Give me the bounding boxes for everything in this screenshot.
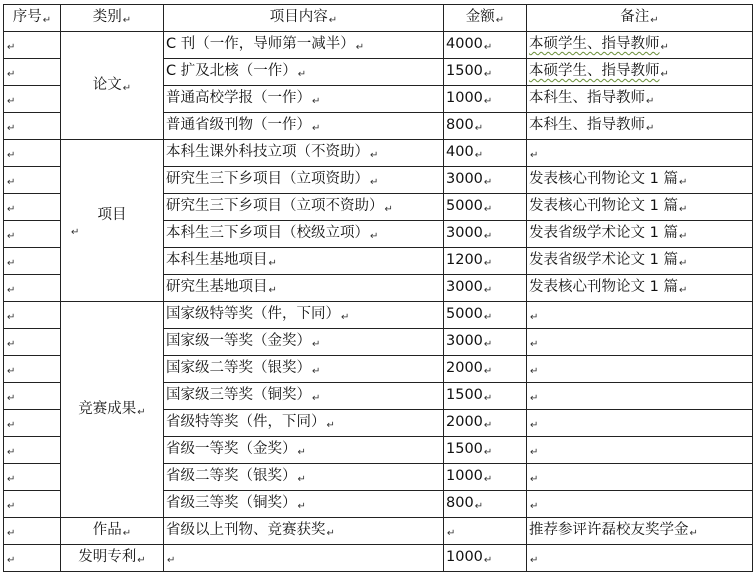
seq-cell: ↵ [4, 302, 61, 329]
note-cell: 本硕学生、指导教师↵ [527, 59, 753, 86]
note-cell: 发表省级学术论文 1 篇↵ [527, 248, 753, 275]
seq-cell: ↵ [4, 167, 61, 194]
item-cell: 省级三等奖（铜奖）↵ [164, 491, 444, 518]
note-cell: ↵ [527, 410, 753, 437]
item-cell: 国家级二等奖（银奖）↵ [164, 356, 444, 383]
table-header-row [4, 5, 753, 32]
seq-cell: ↵ [4, 32, 61, 59]
amount-cell: 1500↵ [444, 383, 527, 410]
seq-cell: ↵ [4, 275, 61, 302]
seq-cell: ↵ [4, 59, 61, 86]
item-cell: ↵ [164, 545, 444, 572]
note-cell: ↵ [527, 383, 753, 410]
amount-cell: 4000↵ [444, 32, 527, 59]
item-cell: 本科生基地项目↵ [164, 248, 444, 275]
note-cell: ↵ [527, 464, 753, 491]
note-cell: ↵ [527, 491, 753, 518]
amount-cell: 1000↵ [444, 464, 527, 491]
amount-cell: 3000↵ [444, 167, 527, 194]
table-row [4, 545, 753, 572]
amount-cell: 2000↵ [444, 356, 527, 383]
table-row [4, 518, 753, 545]
seq-cell: ↵ [4, 329, 61, 356]
amount-cell: 1500↵ [444, 437, 527, 464]
item-cell: 研究生三下乡项目（立项资助）↵ [164, 167, 444, 194]
note-cell: ↵ [527, 140, 753, 167]
amount-cell: 5000↵ [444, 302, 527, 329]
seq-cell: ↵ [4, 410, 61, 437]
amount-cell: 3000↵ [444, 275, 527, 302]
award-standard-table [3, 4, 753, 572]
table-row [4, 140, 753, 167]
table-row [4, 32, 753, 59]
amount-cell: 3000↵ [444, 221, 527, 248]
seq-cell: ↵ [4, 248, 61, 275]
item-cell: 普通高校学报（一作）↵ [164, 86, 444, 113]
header-amount: 金额↵ [444, 5, 527, 32]
item-cell: 国家级一等奖（金奖）↵ [164, 329, 444, 356]
seq-cell: ↵ [4, 437, 61, 464]
note-cell: 本科生、指导教师↵ [527, 113, 753, 140]
note-cell: ↵ [527, 302, 753, 329]
note-cell: ↵ [527, 356, 753, 383]
item-cell: 省级以上刊物、竞赛获奖↵ [164, 518, 444, 545]
note-cell: 发表核心刊物论文 1 篇↵ [527, 275, 753, 302]
seq-cell: ↵ [4, 113, 61, 140]
amount-cell: 2000↵ [444, 410, 527, 437]
note-cell: 发表核心刊物论文 1 篇↵ [527, 167, 753, 194]
header-content: 项目内容↵ [164, 5, 444, 32]
item-cell: 研究生三下乡项目（立项不资助）↵ [164, 194, 444, 221]
seq-cell: ↵ [4, 518, 61, 545]
item-cell: 普通省级刊物（一作）↵ [164, 113, 444, 140]
item-cell: C 扩及北核（一作）↵ [164, 59, 444, 86]
item-cell: 本科生三下乡项目（校级立项）↵ [164, 221, 444, 248]
note-cell: 本硕学生、指导教师↵ [527, 32, 753, 59]
seq-cell: ↵ [4, 356, 61, 383]
seq-cell: ↵ [4, 383, 61, 410]
seq-cell: ↵ [4, 545, 61, 572]
note-cell: ↵ [527, 437, 753, 464]
note-cell: ↵ [527, 329, 753, 356]
seq-cell: ↵ [4, 464, 61, 491]
item-cell: C 刊（一作，导师第一减半）↵ [164, 32, 444, 59]
amount-cell: ↵ [444, 518, 527, 545]
amount-cell: 800↵ [444, 491, 527, 518]
item-cell: 国家级三等奖（铜奖）↵ [164, 383, 444, 410]
item-cell: 省级特等奖（件，下同）↵ [164, 410, 444, 437]
header-seq: 序号↵ [4, 5, 61, 32]
note-cell: ↵ [527, 545, 753, 572]
category-paper: 论文↵ [61, 32, 164, 140]
seq-cell: ↵ [4, 194, 61, 221]
note-cell: 推荐参评许磊校友奖学金↵ [527, 518, 753, 545]
item-cell: 国家级特等奖（件，下同）↵ [164, 302, 444, 329]
amount-cell: 800↵ [444, 113, 527, 140]
amount-cell: 5000↵ [444, 194, 527, 221]
category-patent: 发明专利↵ [61, 545, 164, 572]
item-cell: 本科生课外科技立项（不资助）↵ [164, 140, 444, 167]
item-cell: 省级一等奖（金奖）↵ [164, 437, 444, 464]
category-competition: 竞赛成果↵ [61, 302, 164, 518]
item-cell: 研究生基地项目↵ [164, 275, 444, 302]
note-cell: 本科生、指导教师↵ [527, 86, 753, 113]
seq-cell: ↵ [4, 221, 61, 248]
seq-cell: ↵ [4, 86, 61, 113]
header-category: 类别↵ [61, 5, 164, 32]
amount-cell: 1000↵ [444, 86, 527, 113]
note-cell: 发表省级学术论文 1 篇↵ [527, 221, 753, 248]
item-cell: 省级二等奖（银奖）↵ [164, 464, 444, 491]
category-project: 项目 ↵ [61, 140, 164, 302]
amount-cell: 1200↵ [444, 248, 527, 275]
seq-cell: ↵ [4, 140, 61, 167]
amount-cell: 3000↵ [444, 329, 527, 356]
note-cell: 发表核心刊物论文 1 篇↵ [527, 194, 753, 221]
table-row [4, 302, 753, 329]
seq-cell: ↵ [4, 491, 61, 518]
amount-cell: 1000↵ [444, 545, 527, 572]
category-works: 作品↵ [61, 518, 164, 545]
amount-cell: 400↵ [444, 140, 527, 167]
amount-cell: 1500↵ [444, 59, 527, 86]
header-note: 备注↵ [527, 5, 753, 32]
